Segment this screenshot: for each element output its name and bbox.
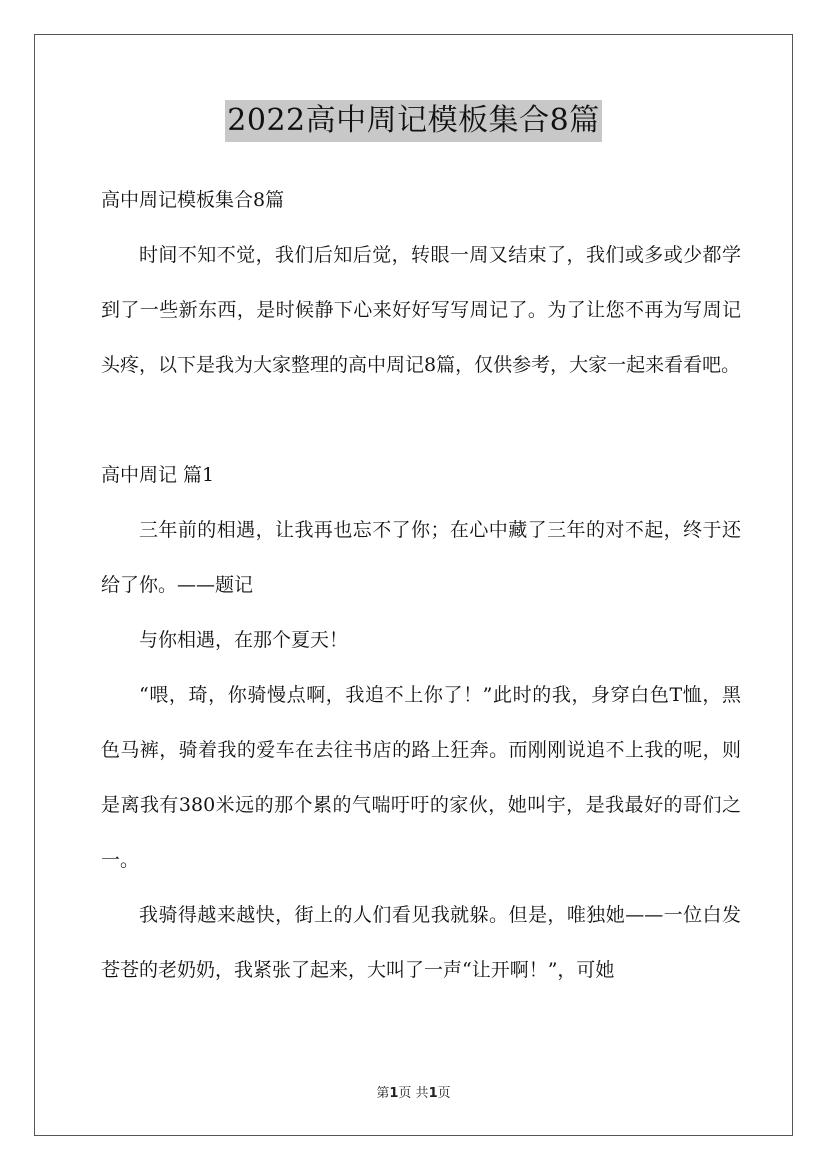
body-paragraph: 三年前的相遇，让我再也忘不了你；在心中藏了三年的对不起，终于还给了你。——题记 (101, 519, 741, 596)
page-prefix: 第 (376, 1086, 390, 1101)
title-container (0, 100, 827, 142)
document-title: 2022高中周记模板集合8篇 (225, 100, 601, 142)
page-total: 1 (428, 1086, 438, 1101)
page-current: 1 (389, 1086, 399, 1101)
page-suffix: 页 (437, 1086, 451, 1101)
paragraph-spacer (101, 393, 741, 448)
body-paragraph: 与你相遇，在那个夏天！ (139, 629, 349, 651)
body-paragraph: “喂，琦，你骑慢点啊，我追不上你了！”此时的我，身穿白色T恤，黑色马裤，骑着我的爱车在去往书店的路上狂奔。而刚刚说追不上我的呢，则是离我有380米远的那个累的气喘吁吁的家伙，她叫宇，是我最好的哥们之一。 (101, 684, 741, 871)
page-footer (0, 1082, 827, 1101)
document-body (101, 173, 741, 998)
document-subtitle: 高中周记模板集合8篇 (101, 189, 285, 211)
page-mid: 页 共 (398, 1086, 429, 1101)
intro-paragraph: 时间不知不觉，我们后知后觉，转眼一周又结束了，我们或多或少都学到了一些新东西，是时候静下心来好好写写周记了。为了让您不再为写周记头疼，以下是我为大家整理的高中周记8篇，仅供参考，大家一起来看看吧。 (101, 244, 741, 376)
section-heading: 高中周记 篇1 (101, 464, 215, 486)
body-paragraph: 我骑得越来越快，街上的人们看见我就躲。但是，唯独她——一位白发苍苍的老奶奶，我紧张了起来，大叫了一声“让开啊！”，可她 (101, 904, 741, 981)
